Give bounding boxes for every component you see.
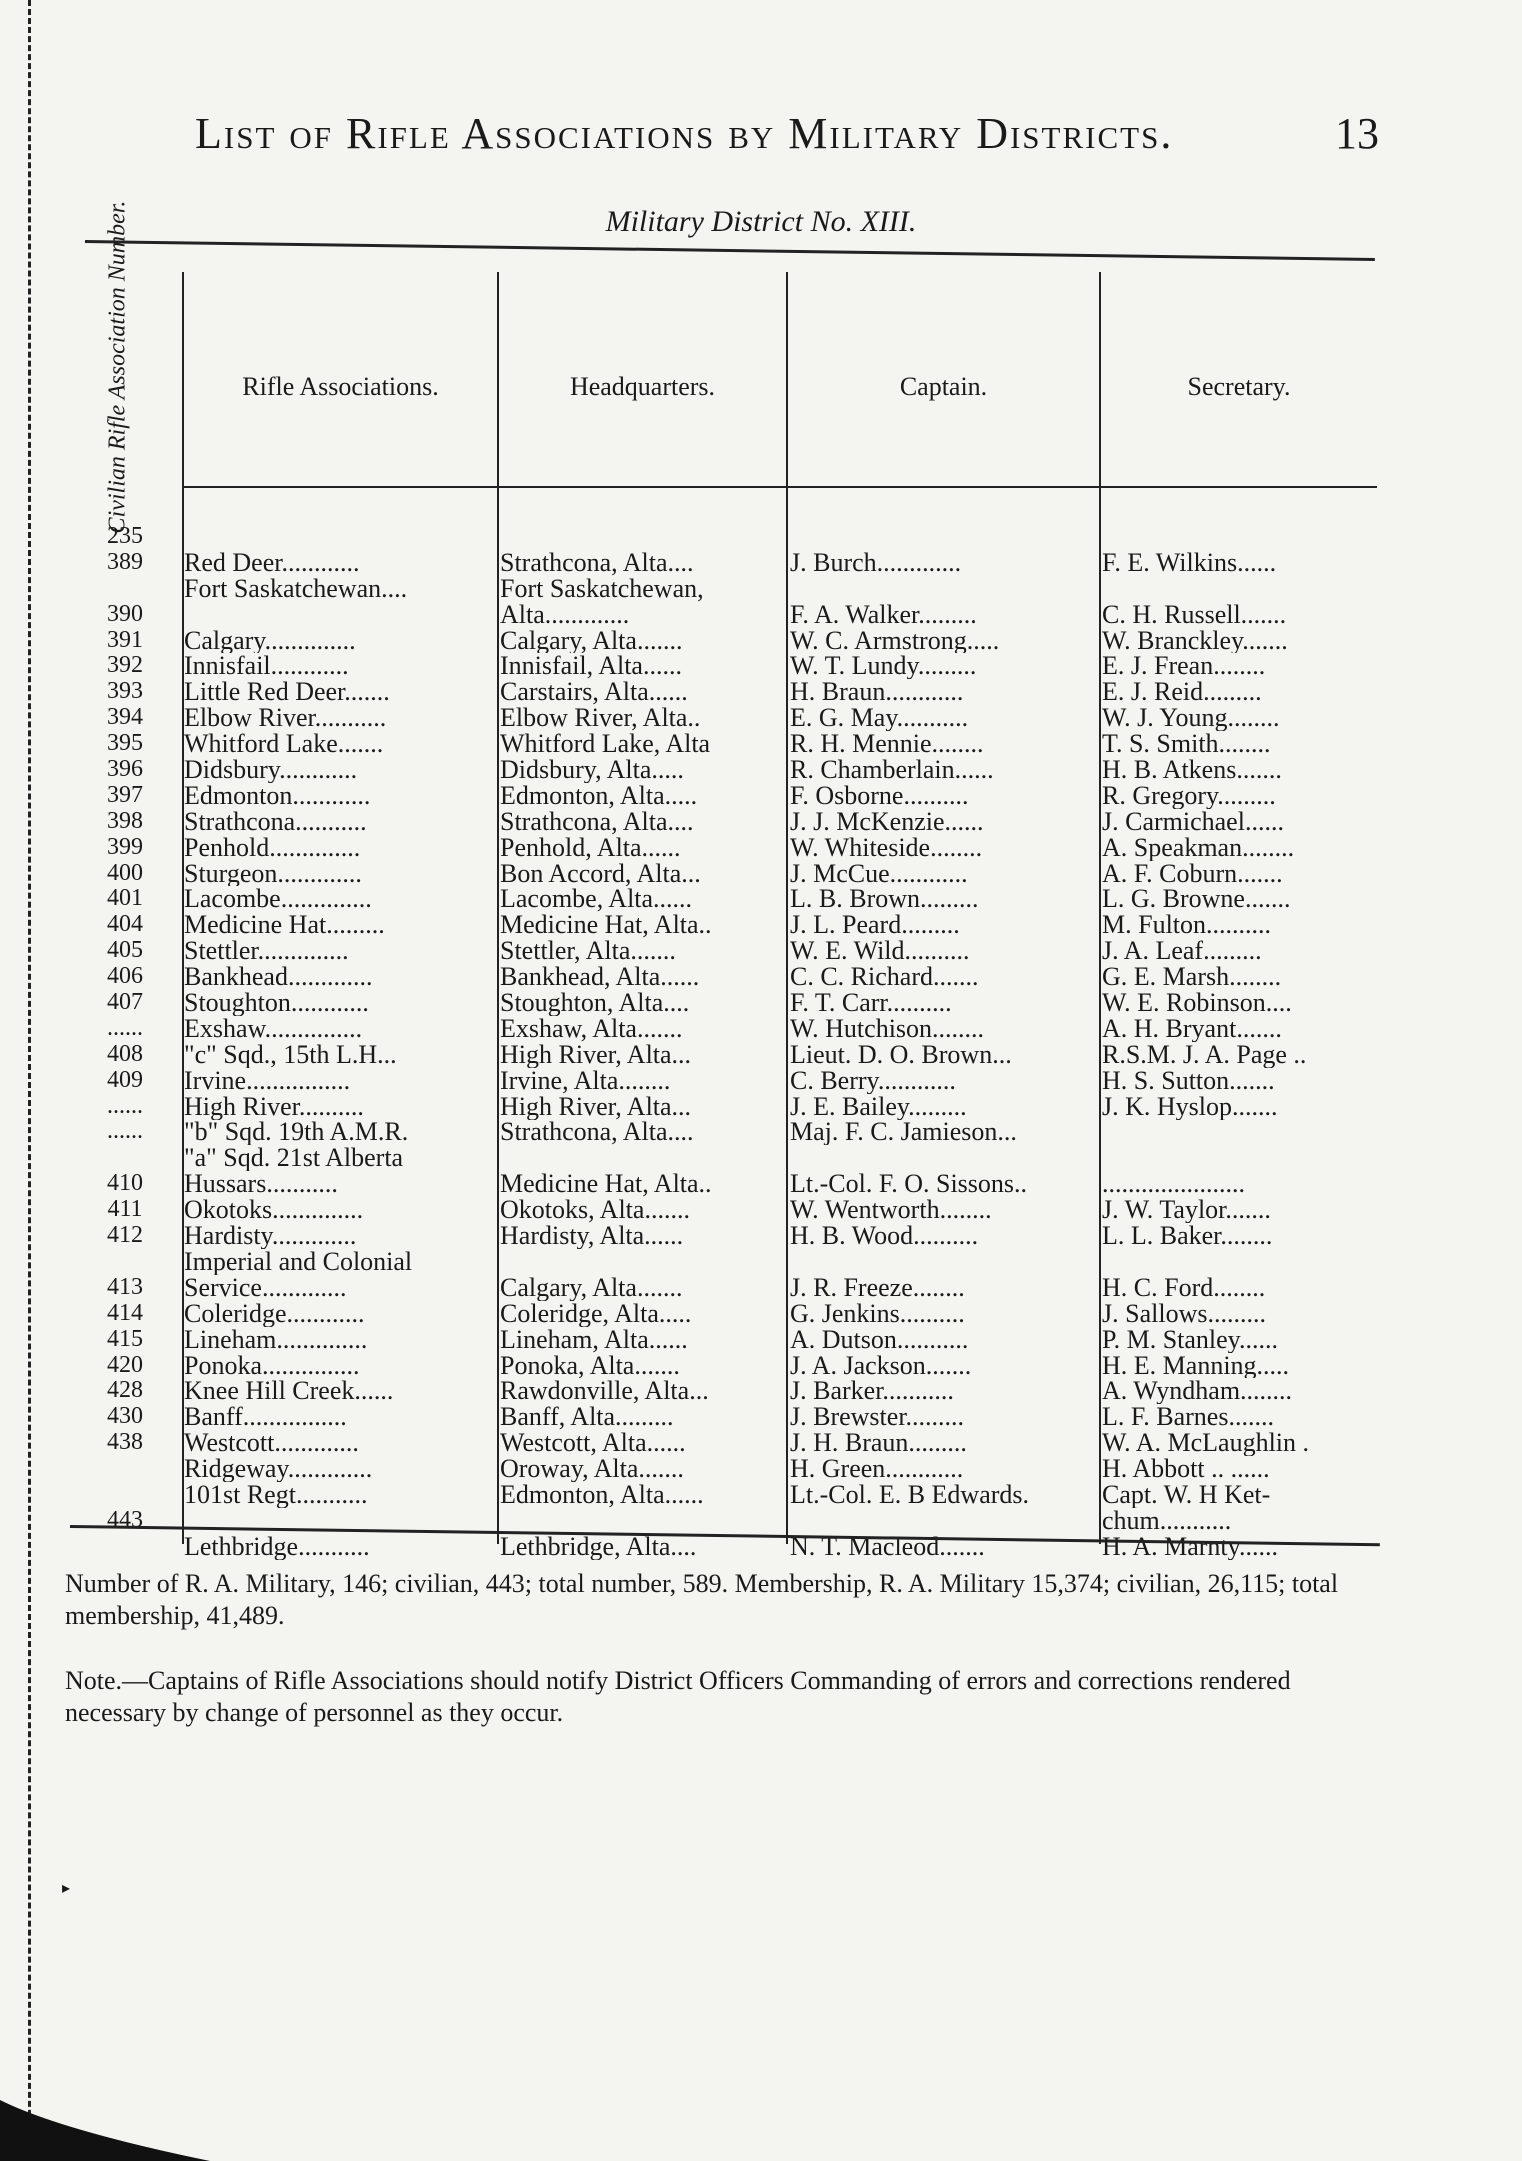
row-secretary: W. J. Young........ [1102,705,1280,732]
header-secretary: Secretary. [1187,372,1291,401]
row-secretary: G. E. Marsh........ [1102,964,1282,991]
row-number: 408 [107,1041,143,1067]
row-number: 397 [107,782,143,808]
row-captain: Lt.-Col. E. B Edwards. [790,1481,1030,1508]
row-association: Exshaw............... [184,1015,363,1042]
row-number: 398 [107,808,143,834]
row-headquarters: High River, Alta... [500,1093,692,1120]
row-captain: G. Jenkins.......... [790,1300,965,1327]
row-secretary: ...................... [1102,1171,1245,1198]
row-secretary: chum........... [1102,1507,1232,1534]
row-secretary: H. Abbott .. ...... [1102,1456,1270,1482]
row-secretary: J. Sallows......... [1102,1300,1266,1327]
row-headquarters: Stettler, Alta....... [500,938,676,965]
row-headquarters: Strathcona, Alta.... [500,1119,694,1146]
row-captain: N. T. Macleod....... [790,1533,985,1560]
row-number: 389 [107,549,143,575]
row-headquarters: Calgary, Alta....... [500,627,683,654]
row-headquarters: Strathcona, Alta.... [500,808,694,835]
row-secretary: J. W. Taylor....... [1102,1197,1271,1224]
table-row [0,1016,1522,1042]
row-captain: F. A. Walker......... [790,601,977,628]
row-captain: C. Berry............ [790,1067,956,1094]
table-row [0,809,1522,835]
row-headquarters: Coleridge, Alta..... [500,1300,692,1327]
row-association: Coleridge............ [184,1300,365,1327]
row-association: Whitford Lake....... [184,731,384,758]
table-row [0,990,1522,1016]
row-headquarters: Bon Accord, Alta... [500,860,701,887]
row-captain: J. A. Jackson....... [790,1352,972,1379]
row-association: Lethbridge........... [184,1533,370,1560]
page-number: 13 [1335,109,1379,158]
stray-mark: ▸ [62,1880,71,1897]
table-row [0,1327,1522,1353]
row-headquarters: Fort Saskatchewan, [500,575,704,602]
row-captain: A. Dutson........... [790,1326,969,1353]
row-association: "b" Sqd. 19th A.M.R. [184,1119,409,1146]
table-row [0,628,1522,654]
row-association: Hussars........... [184,1171,338,1198]
row-headquarters: Edmonton, Alta..... [500,782,698,809]
row-headquarters: Exshaw, Alta....... [500,1015,683,1042]
table-row [0,835,1522,861]
row-secretary: W. E. Robinson.... [1102,990,1292,1016]
row-association: Hardisty............. [184,1223,357,1249]
row-number: 399 [107,834,143,860]
row-number: 392 [107,653,143,679]
row-captain: W. Whiteside........ [790,834,983,861]
row-captain: J. J. McKenzie...... [790,808,984,835]
row-secretary: A. Wyndham........ [1102,1378,1293,1405]
row-association: Banff................ [184,1404,347,1431]
table-row [0,653,1522,679]
header-association: Rifle Associations. [242,372,439,401]
row-headquarters: Bankhead, Alta...... [500,964,700,991]
row-number: 438 [107,1430,143,1456]
row-number: 430 [107,1404,143,1430]
row-secretary: W. A. McLaughlin . [1102,1430,1310,1457]
row-headquarters: Irvine, Alta........ [500,1067,671,1094]
row-headquarters: Edmonton, Alta...... [500,1481,704,1508]
row-number: 420 [107,1352,143,1378]
table-row [0,1171,1522,1197]
row-association: Irvine................ [184,1067,351,1094]
row-number: ...... [107,1093,143,1119]
row-headquarters: High River, Alta... [500,1041,692,1068]
row-captain: J. R. Freeze........ [790,1274,965,1301]
table-row [0,1275,1522,1301]
row-secretary: P. M. Stanley...... [1102,1326,1278,1353]
table-row [0,938,1522,964]
row-secretary: H. A. Marnty...... [1102,1533,1278,1560]
row-captain: J. Brewster......... [790,1404,965,1431]
table-row [0,705,1522,731]
row-secretary: T. S. Smith........ [1102,731,1271,758]
row-secretary: E. J. Frean........ [1102,653,1266,680]
header-number: Civilian Rifle Association Number. [104,200,131,534]
row-association: 101st Regt........... [184,1481,368,1508]
row-number: 411 [107,1197,143,1223]
row-headquarters: Whitford Lake, Alta [500,731,711,758]
row-association: Medicine Hat......... [184,912,385,939]
row-number: 415 [107,1326,143,1352]
row-secretary: W. Branckley....... [1102,627,1288,654]
row-headquarters: Lacombe, Alta...... [500,886,693,913]
page-curl [0,2090,210,2161]
table-row [0,964,1522,990]
row-association: Calgary.............. [184,627,356,654]
row-secretary: E. J. Reid......... [1102,679,1262,706]
row-headquarters: Carstairs, Alta...... [500,679,688,706]
row-secretary: J. A. Leaf......... [1102,938,1262,965]
table-row [0,757,1522,783]
row-captain: H. B. Wood.......... [790,1223,979,1249]
table-row [0,783,1522,809]
page-title: List of Rifle Associations by Military Districts. [195,109,1174,158]
row-number: 401 [107,886,143,912]
row-headquarters: Oroway, Alta....... [500,1456,684,1482]
row-association: Ponoka............... [184,1352,360,1379]
row-headquarters: Westcott, Alta...... [500,1430,686,1457]
row-association: Innisfail............ [184,653,349,680]
table-row [0,1145,1522,1171]
row-number: ...... [107,1015,143,1041]
table-row [0,1042,1522,1068]
row-secretary: A. F. Coburn....... [1102,860,1283,887]
row-captain: W. T. Lundy......... [790,653,977,680]
table-row [0,912,1522,938]
row-secretary: C. H. Russell....... [1102,601,1287,628]
row-secretary: A. Speakman........ [1102,834,1295,861]
row-headquarters: Medicine Hat, Alta.. [500,1171,712,1198]
row-headquarters: Lineham, Alta...... [500,1326,688,1353]
row-association: Service............. [184,1274,347,1301]
row-captain: F. T. Carr.......... [790,990,952,1016]
row-captain: H. Braun............ [790,679,964,706]
table-row [0,1378,1522,1404]
row-headquarters: Strathcona, Alta.... [500,549,694,576]
table-row [0,1404,1522,1430]
table-top-rule [85,240,1375,261]
row-association: Fort Saskatchewan.... [184,575,408,602]
row-association: Didsbury............ [184,757,358,783]
row-secretary: L. L. Baker........ [1102,1223,1273,1249]
row-headquarters: Hardisty, Alta...... [500,1223,684,1249]
table-row [0,1223,1522,1249]
row-secretary: L. G. Browne....... [1102,886,1291,913]
row-captain: F. Osborne.......... [790,782,969,809]
row-captain: R. Chamberlain...... [790,757,994,783]
row-number: 443 [107,1507,143,1533]
row-association: Sturgeon............. [184,860,362,887]
row-captain: J. Burch............. [790,549,962,576]
row-association: Okotoks.............. [184,1197,364,1224]
row-secretary: A. H. Bryant....... [1102,1015,1282,1042]
row-number: 409 [107,1067,143,1093]
row-captain: J. L. Peard......... [790,912,960,939]
table-row [0,1249,1522,1275]
row-headquarters: Elbow River, Alta.. [500,705,701,732]
row-captain: J. E. Bailey......... [790,1093,967,1120]
row-captain: W. E. Wild.......... [790,938,970,965]
table-row [0,1068,1522,1094]
row-secretary: H. C. Ford........ [1102,1274,1266,1301]
row-association: Lineham.............. [184,1326,368,1353]
row-association: "a" Sqd. 21st Alberta [184,1145,404,1172]
row-number: 390 [107,601,143,627]
table-row [0,1482,1522,1508]
header-rule [182,486,1377,488]
row-captain: C. C. Richard....... [790,964,979,991]
row-captain: Maj. F. C. Jamieson... [790,1119,1017,1146]
row-secretary: H. S. Sutton....... [1102,1067,1275,1094]
note-text: Note.—Captains of Rifle Associations should notify District Officers Commanding of errors and corrections rendered necessary by change of personnel as they occur. [65,1666,1291,1727]
row-captain: R. H. Mennie........ [790,731,984,758]
table-row [0,731,1522,757]
table-row [0,576,1522,602]
row-association: Red Deer............ [184,549,360,576]
row-headquarters: Stoughton, Alta.... [500,990,690,1016]
row-captain: H. Green............ [790,1456,964,1482]
table-row [0,602,1522,628]
row-secretary: L. F. Barnes....... [1102,1404,1274,1431]
row-number: 412 [107,1223,143,1249]
row-headquarters: Ponoka, Alta....... [500,1352,680,1379]
table-row [0,550,1522,576]
row-captain: W. Hutchison........ [790,1015,985,1042]
row-headquarters: Okotoks, Alta....... [500,1197,690,1224]
row-secretary: H. E. Manning..... [1102,1352,1290,1379]
row-captain: Lt.-Col. F. O. Sissons.. [790,1171,1028,1198]
row-association: "c" Sqd., 15th L.H... [184,1041,397,1068]
table-row [0,1094,1522,1120]
row-headquarters: Rawdonville, Alta... [500,1378,709,1405]
row-association: Imperial and Colonial [184,1248,413,1275]
row-headquarters: Banff, Alta......... [500,1404,674,1431]
row-association: Stoughton............ [184,990,369,1016]
row-association: Strathcona........... [184,808,367,835]
row-captain: L. B. Brown......... [790,886,979,913]
row-number: 406 [107,964,143,990]
row-headquarters: Didsbury, Alta..... [500,757,684,783]
row-number: 414 [107,1300,143,1326]
row-number: 413 [107,1274,143,1300]
association-table [0,524,1522,1560]
row-association: Westcott............. [184,1430,359,1457]
header-headquarters: Headquarters. [569,372,716,401]
row-headquarters: Penhold, Alta...... [500,834,681,861]
table-row [0,524,1522,550]
row-secretary: M. Fulton.......... [1102,912,1272,939]
row-captain: J. H. Braun......... [790,1430,967,1457]
row-secretary: H. B. Atkens....... [1102,757,1282,783]
row-association: Ridgeway............. [184,1456,373,1482]
row-number: 410 [107,1171,143,1197]
row-headquarters: Medicine Hat, Alta.. [500,912,712,939]
row-secretary: R. Gregory......... [1102,782,1276,809]
row-captain: J. McCue............ [790,860,968,887]
row-secretary: J. K. Hyslop....... [1102,1093,1278,1120]
row-secretary: J. Carmichael...... [1102,808,1284,835]
row-secretary: Capt. W. H Ket- [1102,1481,1271,1508]
row-association: High River.......... [184,1093,364,1120]
row-number: 396 [107,757,143,783]
row-number: 395 [107,731,143,757]
district-heading: Military District No. XIII. [605,205,917,238]
table-row [0,886,1522,912]
summary-text: Number of R. A. Military, 146; civilian, 443; total number, 589. Membership, R. A. Military 15,374; civilian, 26,115; total membership, 41,489. [65,1569,1339,1630]
row-number: 404 [107,912,143,938]
header-captain: Captain. [899,372,988,401]
row-secretary: R.S.M. J. A. Page .. [1102,1041,1307,1068]
row-number: 428 [107,1378,143,1404]
table-row [0,1353,1522,1379]
row-number: 394 [107,705,143,731]
row-number: 235 [107,524,143,549]
row-association: Elbow River........... [184,705,387,732]
row-association: Penhold.............. [184,834,361,861]
row-association: Lacombe.............. [184,886,372,913]
row-association: Edmonton............ [184,782,371,809]
row-number: ...... [107,1119,143,1145]
row-captain: W. C. Armstrong..... [790,627,1000,654]
table-row [0,1197,1522,1223]
row-headquarters: Alta............. [500,601,630,628]
row-number: 391 [107,627,143,653]
row-captain: W. Wentworth........ [790,1197,992,1224]
table-row [0,1456,1522,1482]
row-captain: E. G. May........... [790,705,969,732]
row-captain: Lieut. D. O. Brown... [790,1041,1012,1068]
row-number: 400 [107,860,143,886]
row-number: 407 [107,990,143,1016]
table-row [0,679,1522,705]
row-association: Knee Hill Creek...... [184,1378,394,1405]
row-headquarters: Calgary, Alta....... [500,1274,683,1301]
row-headquarters: Lethbridge, Alta.... [500,1533,697,1560]
row-captain: J. Barker........... [790,1378,954,1405]
table-row [0,1119,1522,1145]
table-row [0,1301,1522,1327]
table-row [0,1430,1522,1456]
row-headquarters: Innisfail, Alta...... [500,653,682,680]
row-number: 393 [107,679,143,705]
row-association: Bankhead............. [184,964,373,991]
table-row [0,861,1522,887]
row-association: Stettler.............. [184,938,349,965]
row-association: Little Red Deer....... [184,679,390,706]
row-secretary: F. E. Wilkins...... [1102,549,1277,576]
row-number: 405 [107,938,143,964]
